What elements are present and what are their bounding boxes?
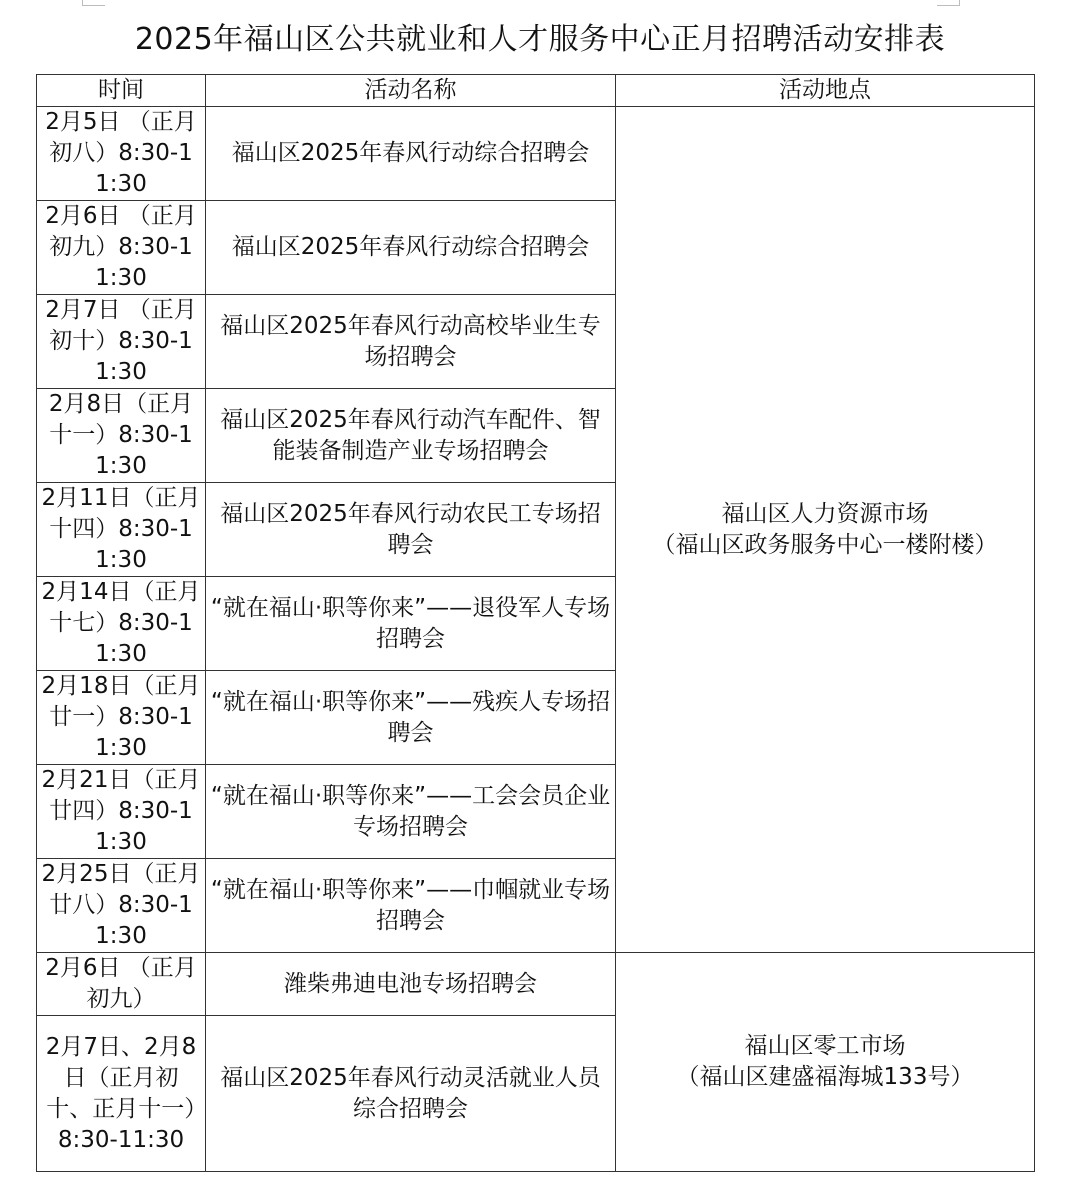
- activity-name-cell: 福山区2025年春风行动综合招聘会: [206, 107, 616, 201]
- time-cell: 2月8日（正月十一）8:30-11:30: [37, 389, 206, 483]
- time-cell: 2月6日 （正月初九）8:30-11:30: [37, 201, 206, 295]
- activity-name-cell: 福山区2025年春风行动综合招聘会: [206, 201, 616, 295]
- activity-name-cell: 福山区2025年春风行动高校毕业生专场招聘会: [206, 295, 616, 389]
- venue-cell-hr-market: [616, 107, 1035, 953]
- time-cell: 2月5日 （正月初八）8:30-11:30: [37, 107, 206, 201]
- activity-name-cell: “就在福山·职等你来”——工会会员企业专场招聘会: [206, 765, 616, 859]
- venue-name: 福山区人力资源市场: [721, 500, 929, 527]
- time-cell: 2月18日（正月廿一）8:30-11:30: [37, 671, 206, 765]
- table-header-row: [37, 75, 1035, 107]
- activity-name-cell: 潍柴弗迪电池专场招聘会: [206, 953, 616, 1016]
- time-cell: 2月11日（正月十四）8:30-11:30: [37, 483, 206, 577]
- header-time: 时间: [37, 75, 206, 107]
- activity-name-cell: 福山区2025年春风行动汽车配件、智能装备制造产业专场招聘会: [206, 389, 616, 483]
- activity-name-cell: 福山区2025年春风行动农民工专场招聘会: [206, 483, 616, 577]
- time-cell: 2月6日 （正月初九）: [37, 953, 206, 1016]
- venue-cell-gig-market: [616, 953, 1035, 1172]
- crop-mark-right: [937, 0, 960, 6]
- time-cell: 2月7日 （正月初十）8:30-11:30: [37, 295, 206, 389]
- activity-name-cell: “就在福山·职等你来”——退役军人专场招聘会: [206, 577, 616, 671]
- header-venue: 活动地点: [616, 75, 1035, 107]
- activity-name-cell: “就在福山·职等你来”——残疾人专场招聘会: [206, 671, 616, 765]
- activity-name-cell: “就在福山·职等你来”——巾帼就业专场招聘会: [206, 859, 616, 953]
- table-row: [37, 107, 1035, 201]
- document-title: 2025年福山区公共就业和人才服务中心正月招聘活动安排表: [134, 22, 946, 57]
- time-cell: 2月25日（正月廿八）8:30-11:30: [37, 859, 206, 953]
- time-cell: 2月7日、2月8日（正月初十、正月十一）8:30-11:30: [37, 1016, 206, 1172]
- time-cell: 2月14日（正月十七）8:30-11:30: [37, 577, 206, 671]
- time-cell: 2月21日（正月廿四）8:30-11:30: [37, 765, 206, 859]
- venue-name: 福山区零工市场: [744, 1033, 906, 1059]
- activity-name-cell: 福山区2025年春风行动灵活就业人员综合招聘会: [206, 1016, 616, 1172]
- crop-mark-left: [82, 0, 105, 6]
- schedule-table: [36, 74, 1035, 1172]
- venue-detail: （福山区建盛福海城133号）: [676, 1064, 974, 1090]
- header-activity-name: 活动名称: [206, 75, 616, 107]
- venue-detail: （福山区政务服务中心一楼附楼）: [652, 531, 998, 558]
- table-row: [37, 953, 1035, 1016]
